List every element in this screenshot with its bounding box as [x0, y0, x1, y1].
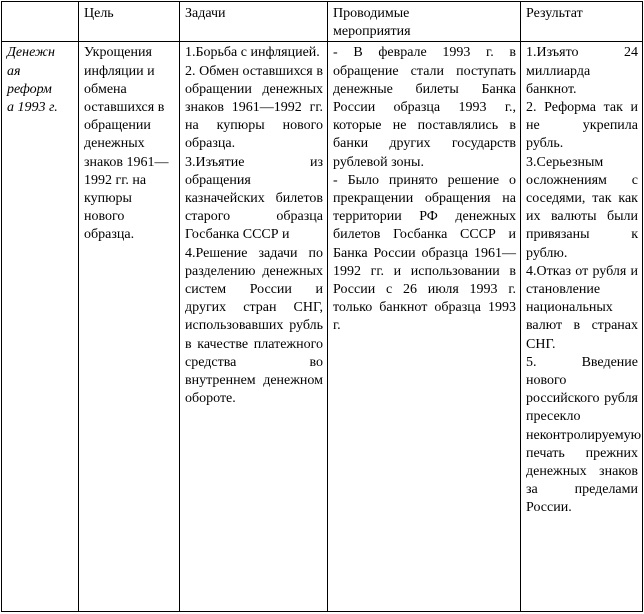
reform-table — [1, 1, 643, 612]
result-item: 1.Изъято 24 миллиарда банкнот. — [526, 45, 638, 97]
results-cell — [521, 42, 643, 612]
header-cell-empty — [2, 2, 79, 42]
result-item: 4.Отказ от рубля и становление национальных валют в странах СНГ. — [526, 263, 638, 352]
task-item: 1.Борьба с инфляцией. — [185, 45, 320, 61]
goal-cell — [79, 42, 180, 612]
task-item: 3.Изъятие из обращения казначейских билетов старого образца Госбанка СССР и — [185, 154, 323, 243]
measure-item: - В феврале 1993 г. в обращение стали поступать денежные билеты Банка России образца 1993 г., которые не поставлялись в банки других государств рублевой зоны. — [333, 45, 516, 170]
result-item: 5. Введение нового российского рубля пресекло неконтролируемую печать прежних денежных знаков за пределами России. — [526, 354, 642, 516]
task-item: 4.Решение задачи по разделению денежных систем России и других стран СНГ, использовавших рубль в качестве платежного средства во внутреннем денежном обороте. — [185, 245, 323, 407]
goal-text: Укрощения инфляции и обмена оставшихся в обращении денежных знаков 1961—1992 гг. на купюры нового образца. — [84, 45, 169, 243]
header-cell-measures: Проводимые мероприятия — [328, 2, 521, 42]
header-cell-result: Результат — [521, 2, 643, 42]
result-item: 3.Серьезным осложнениям с соседями, так как их валюты были привязаны к рублю. — [526, 154, 638, 261]
header-cell-goal: Цель — [79, 2, 180, 42]
measure-item: - Было принято решение о прекращении обращения на территории РФ денежных билетов Госбанка СССР и Банка России образца 1961—1992 гг. и использовании в России с 26 июля 1993 г. только банкнот образца 1993 г. — [333, 172, 516, 334]
result-item: 2. Реформа так и не укрепила рубль. — [526, 100, 638, 152]
task-item: 2. Обмен оставшихся в обращении денежных знаков 1961—1992 гг. на купюры нового образца. — [185, 63, 323, 152]
header-cell-tasks: Задачи — [180, 2, 328, 42]
measures-cell — [328, 42, 521, 612]
event-cell — [2, 42, 79, 612]
table-row — [2, 42, 643, 612]
event-name: Денежн ая реформ а 1993 г. — [7, 45, 58, 116]
tasks-cell — [180, 42, 328, 612]
header-row — [2, 2, 643, 42]
